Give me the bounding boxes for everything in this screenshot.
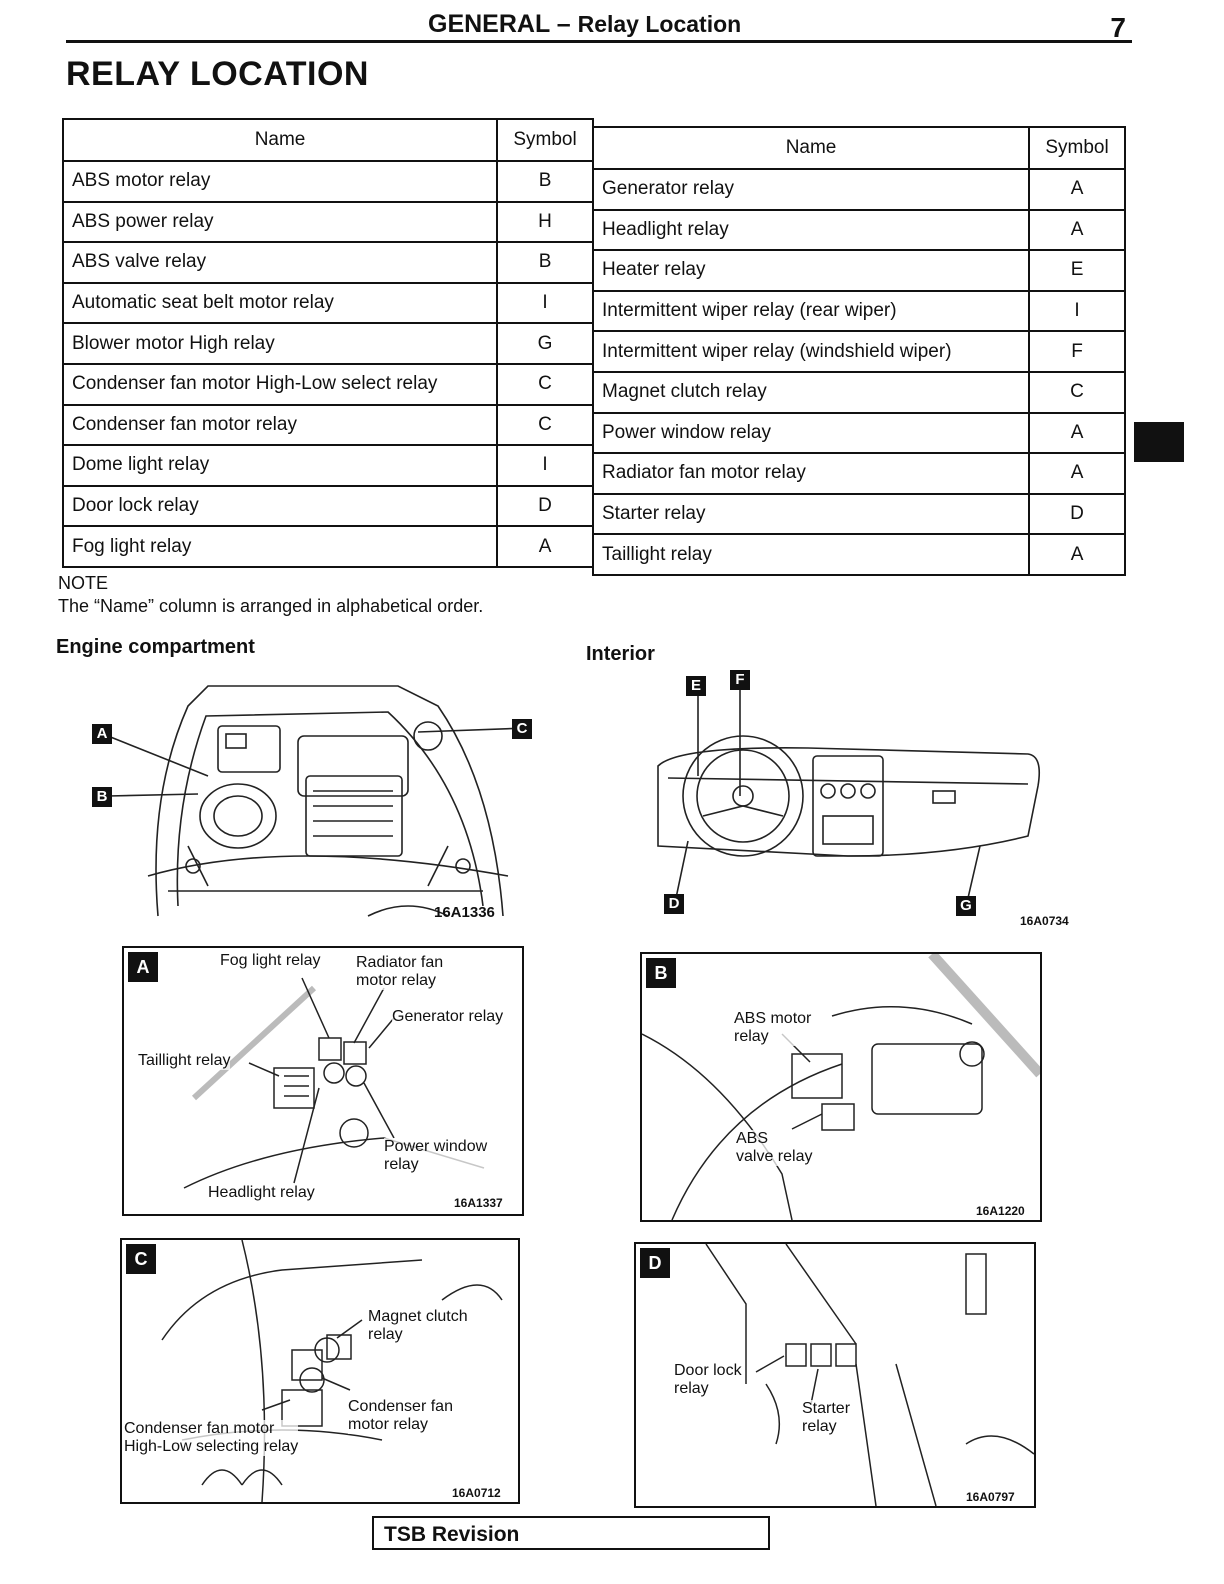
panel-c-code: 16A0712 [452,1486,501,1500]
panel-d-tag: D [640,1248,670,1278]
table-row [63,161,593,202]
label-high-low-relay: Condenser fan motor High-Low selecting relay [124,1420,299,1455]
relay-name-cell: Blower motor High relay [63,323,497,364]
table-row [593,372,1125,413]
panel-b-tag: B [646,958,676,988]
table-row [593,494,1125,535]
relay-symbol-cell: E [1029,250,1125,291]
interior-illustration [648,666,1088,930]
table-row [593,291,1125,332]
label-abs-motor-relay: ABS motor relay [734,1010,812,1045]
table-row [63,323,593,364]
detail-panel-c [120,1238,520,1504]
relay-name-cell: Dome light relay [63,445,497,486]
relay-symbol-cell: D [1029,494,1125,535]
table-row [593,210,1125,251]
label-radiator-fan-relay: Radiator fan motor relay [356,954,444,989]
engine-tag-a: A [92,724,112,744]
engine-tag-b: B [92,787,112,807]
note [58,572,483,618]
table-row [593,413,1125,454]
engine-tag-c: C [512,719,532,739]
interior-tag-f: F [730,670,750,690]
detail-panel-b [640,952,1042,1222]
table-row [593,534,1125,575]
table-row [63,364,593,405]
relay-table-left [62,118,594,568]
relay-name-cell: ABS motor relay [63,161,497,202]
detail-panel-a [122,946,524,1216]
interior-tag-e: E [686,676,706,696]
relay-symbol-cell: I [497,445,593,486]
section-tab-marker [1134,422,1184,462]
column-header-symbol: Symbol [497,119,593,161]
table-row [63,526,593,567]
panel-c-tag: C [126,1244,156,1274]
page-header [66,6,1132,43]
panel-d-code: 16A0797 [966,1490,1015,1504]
relay-symbol-cell: H [497,202,593,243]
column-header-symbol: Symbol [1029,127,1125,169]
interior-figure-code: 16A0734 [1020,914,1069,928]
relay-name-cell: Starter relay [593,494,1029,535]
table-row [593,453,1125,494]
table-row [593,331,1125,372]
label-condenser-fan-relay: Condenser fan motor relay [348,1398,453,1433]
engine-figure-code: 16A1336 [434,904,495,921]
relay-symbol-cell: I [497,283,593,324]
relay-symbol-cell: A [1029,534,1125,575]
relay-name-cell: Power window relay [593,413,1029,454]
detail-panel-d [634,1242,1036,1508]
relay-name-cell: Intermittent wiper relay (windshield wiper) [593,331,1029,372]
relay-symbol-cell: A [1029,453,1125,494]
relay-name-cell: Automatic seat belt motor relay [63,283,497,324]
relay-name-cell: Condenser fan motor High-Low select relay [63,364,497,405]
label-power-window-relay: Power window relay [384,1138,488,1173]
relay-name-cell: Heater relay [593,250,1029,291]
engine-compartment-illustration [88,676,548,926]
relay-symbol-cell: C [1029,372,1125,413]
column-header-name: Name [593,127,1029,169]
relay-name-cell: Taillight relay [593,534,1029,575]
table-row [63,242,593,283]
page-title: RELAY LOCATION [66,55,369,93]
label-taillight-relay: Taillight relay [138,1052,231,1069]
column-header-name: Name [63,119,497,161]
engine-compartment-heading: Engine compartment [56,636,255,658]
relay-symbol-cell: A [1029,413,1125,454]
label-generator-relay: Generator relay [392,1008,504,1025]
table-row [63,486,593,527]
relay-symbol-cell: D [497,486,593,527]
relay-name-cell: ABS power relay [63,202,497,243]
label-starter-relay: Starter relay [802,1400,851,1435]
relay-name-cell: ABS valve relay [63,242,497,283]
table-row [63,405,593,446]
interior-tag-d: D [664,894,684,914]
table-row [593,169,1125,210]
relay-symbol-cell: C [497,364,593,405]
note-text: The “Name” column is arranged in alphabetical order. [58,596,484,616]
table-row [593,250,1125,291]
relay-symbol-cell: C [497,405,593,446]
relay-name-cell: Intermittent wiper relay (rear wiper) [593,291,1029,332]
panel-b-code: 16A1220 [976,1204,1025,1218]
panel-a-tag: A [128,952,158,982]
label-door-lock-relay: Door lock relay [674,1362,742,1397]
label-headlight-relay: Headlight relay [208,1184,315,1201]
relay-symbol-cell: B [497,161,593,202]
page-number: 7 [1110,12,1126,43]
header-section: GENERAL – Relay Location [428,10,742,38]
relay-symbol-cell: F [1029,331,1125,372]
table-row [63,283,593,324]
relay-name-cell: Magnet clutch relay [593,372,1029,413]
relay-name-cell: Door lock relay [63,486,497,527]
relay-symbol-cell: A [1029,210,1125,251]
tsb-revision-box: TSB Revision [372,1516,770,1550]
table-row [63,202,593,243]
relay-symbol-cell: A [497,526,593,567]
relay-name-cell: Generator relay [593,169,1029,210]
relay-name-cell: Fog light relay [63,526,497,567]
label-fog-light-relay: Fog light relay [220,952,321,969]
table-row [63,445,593,486]
relay-symbol-cell: I [1029,291,1125,332]
relay-name-cell: Radiator fan motor relay [593,453,1029,494]
relay-table-right [592,126,1126,576]
label-abs-valve-relay: ABS valve relay [736,1130,813,1165]
label-magnet-clutch-relay: Magnet clutch relay [368,1308,468,1343]
note-heading: NOTE [58,573,109,593]
interior-heading: Interior [586,643,655,665]
relay-symbol-cell: G [497,323,593,364]
panel-a-code: 16A1337 [454,1196,503,1210]
relay-symbol-cell: B [497,242,593,283]
relay-name-cell: Headlight relay [593,210,1029,251]
relay-symbol-cell: A [1029,169,1125,210]
interior-tag-g: G [956,896,976,916]
relay-name-cell: Condenser fan motor relay [63,405,497,446]
header-subsection: Relay Location [577,11,742,37]
